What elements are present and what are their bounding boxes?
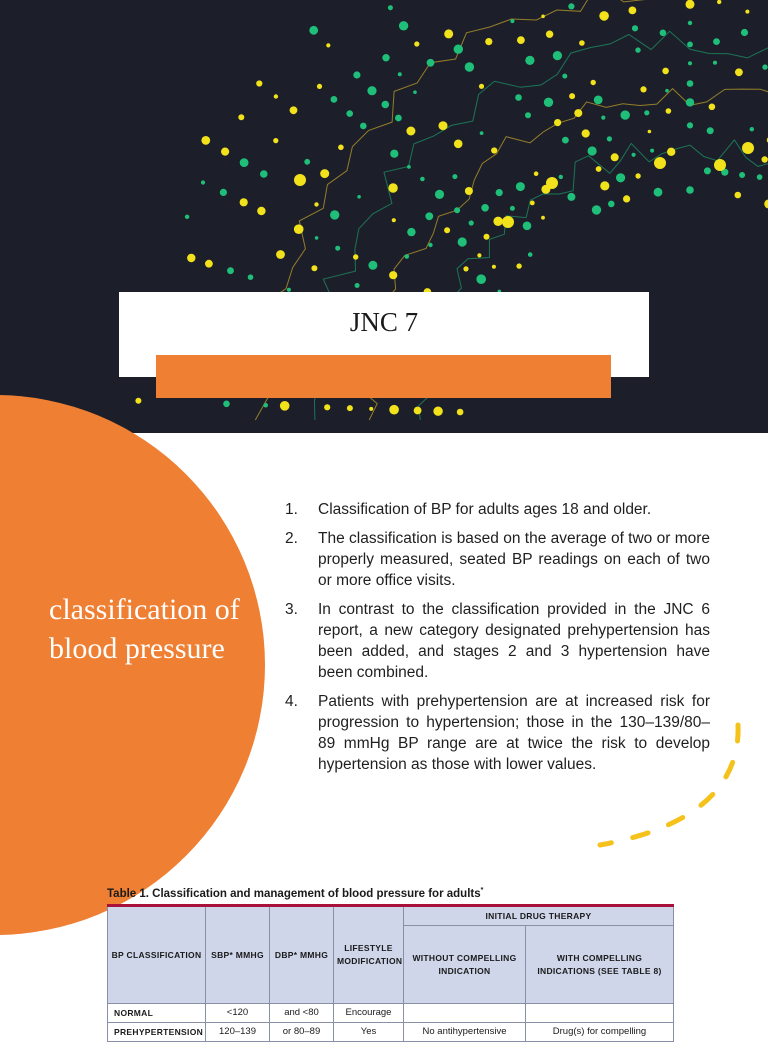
decor-dot [238,114,244,120]
decor-dot [510,19,514,23]
decor-dot [315,236,319,240]
decor-dot [582,129,590,137]
decor-dot [273,138,278,143]
cell-class: NORMAL [108,1004,206,1023]
decor-dot [280,401,290,411]
decor-dot [458,237,467,246]
decor-dot [469,220,474,225]
decor-dot [516,263,521,268]
page-title: JNC 7 [349,307,419,337]
decor-dot [517,36,525,44]
decor-dot [347,405,353,411]
decor-dot [687,122,693,128]
decor-dot [665,89,669,93]
decor-dot [290,106,298,114]
table-caption [107,887,673,904]
decor-dot [621,110,630,119]
list-item-number: 1. [285,501,298,518]
decor-dot [660,30,667,37]
decor-dot [632,25,638,31]
decor-dot [420,177,425,182]
cell-with: Drug(s) for compelling [526,1023,674,1042]
decor-dot [407,228,415,236]
decor-dot [707,127,714,134]
decor-dot [257,207,265,215]
decor-dot [454,207,460,213]
decor-dot [311,265,317,271]
decor-dot [428,243,432,247]
cell-class: PREHYPERTENSION [108,1023,206,1042]
decor-dot [382,54,389,61]
list-item [285,599,710,683]
decor-dot [240,198,248,206]
decor-dot [714,159,726,171]
decor-dot [592,205,601,214]
decor-dot [444,227,450,233]
decor-dot [515,94,522,101]
decor-dot [240,158,249,167]
dashed-arc-decoration [590,715,750,865]
decor-dot [541,216,545,220]
list-item-text: The classification is based on the average of two or more properly measured, seated BP readings on each of two or more office visits. [318,530,711,589]
decor-dot [709,104,716,111]
decor-dot [601,116,605,120]
list-item-number: 4. [285,693,298,710]
decor-dot [502,216,514,228]
decor-dot [414,407,422,415]
decor-dot [367,86,376,95]
decor-dot [493,217,502,226]
col-header-sbp: SBP* MMHG [206,906,270,1004]
decor-dot [227,267,234,274]
decor-dot [654,188,663,197]
decor-dot [465,187,473,195]
decor-dot [201,180,205,184]
decor-dot [388,5,393,10]
decor-dot [568,3,574,9]
col-header-lifestyle: LIFESTYLE MODIFICATION [334,906,404,1004]
decor-dot [596,166,602,172]
decor-dot [276,250,285,259]
decor-dot [559,175,563,179]
decor-dot [530,201,535,206]
decor-dot [762,156,768,162]
decor-dot [523,222,532,231]
decor-dot [574,109,582,117]
decor-dot [335,246,340,251]
list-item [285,528,710,591]
table-caption-mark: * [480,887,484,894]
decor-dot [398,72,402,76]
decor-dot [205,260,213,268]
decor-dot [686,186,694,194]
decor-dot [541,14,545,18]
decor-dot [611,153,619,161]
decor-dot [562,137,569,144]
decor-dot [223,401,230,408]
decor-dot [463,266,468,271]
decor-dot [569,93,575,99]
decor-dot [369,407,373,411]
decor-dot [294,174,306,186]
decor-dot [317,84,322,89]
decor-dot [457,409,464,416]
cell-sbp: <120 [206,1004,270,1023]
decor-dot [221,148,229,156]
decor-dot [757,174,763,180]
decor-dot [392,218,396,222]
cell-lifestyle: Encourage [334,1004,404,1023]
decor-dot [346,110,353,117]
decor-dot [687,42,693,48]
col-header-with: WITH COMPELLING INDICATIONS (SEE TABLE 8) [526,926,674,1004]
decor-dot [750,127,754,131]
decor-dot [635,173,640,178]
col-header-without: WITHOUT COMPELLING INDICATION [404,926,526,1004]
table-row [108,1004,674,1023]
decor-dot [510,206,515,211]
decor-dot [686,0,695,9]
decor-dot [666,108,672,114]
decor-dot [616,173,625,182]
decor-dot [353,254,358,259]
decor-dot [594,96,603,105]
decor-dot [326,43,330,47]
decor-dot [454,45,463,54]
decor-dot [314,202,318,206]
decor-dot [741,29,748,36]
section-label: classification of blood pressure [49,593,240,665]
title-accent-bar [156,355,611,398]
decor-dot [256,80,262,86]
decor-dot [324,404,330,410]
decor-dot [546,31,553,38]
decor-dot [368,261,377,270]
decor-dot [309,26,318,35]
decor-dot [588,146,597,155]
list-item-text: In contrast to the classification provided in the JNC 6 report, a new category designated prehypertension has been added, and stages 2 and 3 hypertension have been combined. [318,601,710,681]
decor-dot [662,68,669,75]
decor-dot [644,110,649,115]
decor-dot [525,56,534,65]
decor-dot [484,234,490,240]
decor-dot [491,147,497,153]
decor-dot [562,74,567,79]
decor-dot [294,224,304,234]
decor-dot [629,6,637,14]
decor-dot [654,157,666,169]
decor-dot [187,254,195,262]
decor-dot [648,130,652,134]
bp-table-figure [107,887,673,1042]
decor-dot [608,201,615,208]
cell-lifestyle: Yes [334,1023,404,1042]
list-item-text: Classification of BP for adults ages 18 and older. [318,501,652,518]
decor-dot [201,136,210,145]
decor-dot [353,71,360,78]
decor-dot [454,140,463,149]
decor-dot [390,150,398,158]
decor-dot [477,253,481,257]
decor-dot [554,119,561,126]
decor-dot [739,172,745,178]
list-item [285,499,710,520]
decor-dot [406,127,415,136]
decor-dot [405,254,410,259]
decor-dot [452,174,457,179]
decor-dot [742,142,754,154]
decor-dot [399,21,408,30]
header-banner [0,0,768,433]
decor-dot [623,195,630,202]
decor-dot [465,62,474,71]
decor-dot [650,149,654,153]
decor-dot [713,61,717,65]
decor-dot [357,195,361,199]
decor-dot [427,59,435,67]
decor-dot [745,10,749,14]
cell-without: No antihypertensive [404,1023,526,1042]
decor-dot [388,183,397,192]
decor-dot [553,51,562,60]
decor-dot [407,165,411,169]
decor-dot [274,94,278,98]
decor-dot [485,38,492,45]
decor-dot [717,0,721,4]
decor-dot [382,101,390,109]
cell-dbp: or 80–89 [270,1023,334,1042]
decor-dot [640,86,646,92]
col-header-dbp: DBP* MMHG [270,906,334,1004]
decor-dot [425,212,433,220]
decor-dot [496,189,503,196]
decor-dot [260,170,268,178]
decor-dot [433,407,442,416]
col-header-bp: BP CLASSIFICATION [108,906,206,1004]
decor-dot [476,274,486,284]
decor-dot [248,274,254,280]
decor-dot [688,21,692,25]
decor-dot [591,80,596,85]
decor-dot [546,177,558,189]
decor-dot [528,252,533,257]
decor-dot [516,182,525,191]
decor-dot [263,403,268,408]
decor-dot [331,96,338,103]
decor-dot [735,68,743,76]
decor-dot [607,136,612,141]
decor-dot [439,121,448,130]
decor-dot [444,29,453,38]
decor-dot [220,189,227,196]
list-item-number: 3. [285,601,298,618]
decor-dot [599,11,609,21]
decor-dot [435,190,444,199]
table-caption-text: Table 1. Classification and management of blood pressure for adults [107,887,481,900]
decor-dot [480,131,484,135]
decor-dot [764,199,768,208]
col-header-group: INITIAL DRUG THERAPY [404,906,674,926]
decor-dot [360,123,367,130]
decor-dot [579,40,585,46]
bp-classification-table [107,904,674,1042]
decor-dot [667,148,675,156]
cell-with [526,1004,674,1023]
decor-dot [481,204,489,212]
decor-dot [389,271,397,279]
table-row [108,1023,674,1042]
decor-dot [389,405,399,415]
decor-dot [355,283,360,288]
decor-dot [544,98,553,107]
decor-dot [185,215,189,219]
decor-dot [704,167,711,174]
decor-dot [688,61,692,65]
cell-sbp: 120–139 [206,1023,270,1042]
decor-dot [479,84,484,89]
decor-dot [735,192,742,199]
list-item-text: Patients with prehypertension are at increased risk for progression to hypertension; those in the 130–139/80–89 mmHg BP range are at twice the risk to develop hypertension as those with lower values. [318,693,710,773]
decor-dot [330,210,339,219]
decor-dot [525,112,531,118]
decor-dot [713,38,720,45]
decor-dot [687,80,694,87]
decor-dot [135,398,141,404]
decor-dot [413,90,417,94]
decor-dot [320,169,329,178]
decor-dot [395,115,402,122]
decor-dot [567,193,575,201]
decor-dot [600,181,609,190]
decor-dot [304,159,310,165]
decor-dot [632,153,636,157]
list-item-number: 2. [285,530,298,547]
decor-dot [686,98,694,106]
decor-dot [492,265,496,269]
cell-without [404,1004,526,1023]
decor-dot [635,47,640,52]
decor-dot [534,171,539,176]
decor-dot [338,145,344,151]
decor-dot [762,64,767,69]
decor-dot [414,41,419,46]
cell-dbp: and <80 [270,1004,334,1023]
